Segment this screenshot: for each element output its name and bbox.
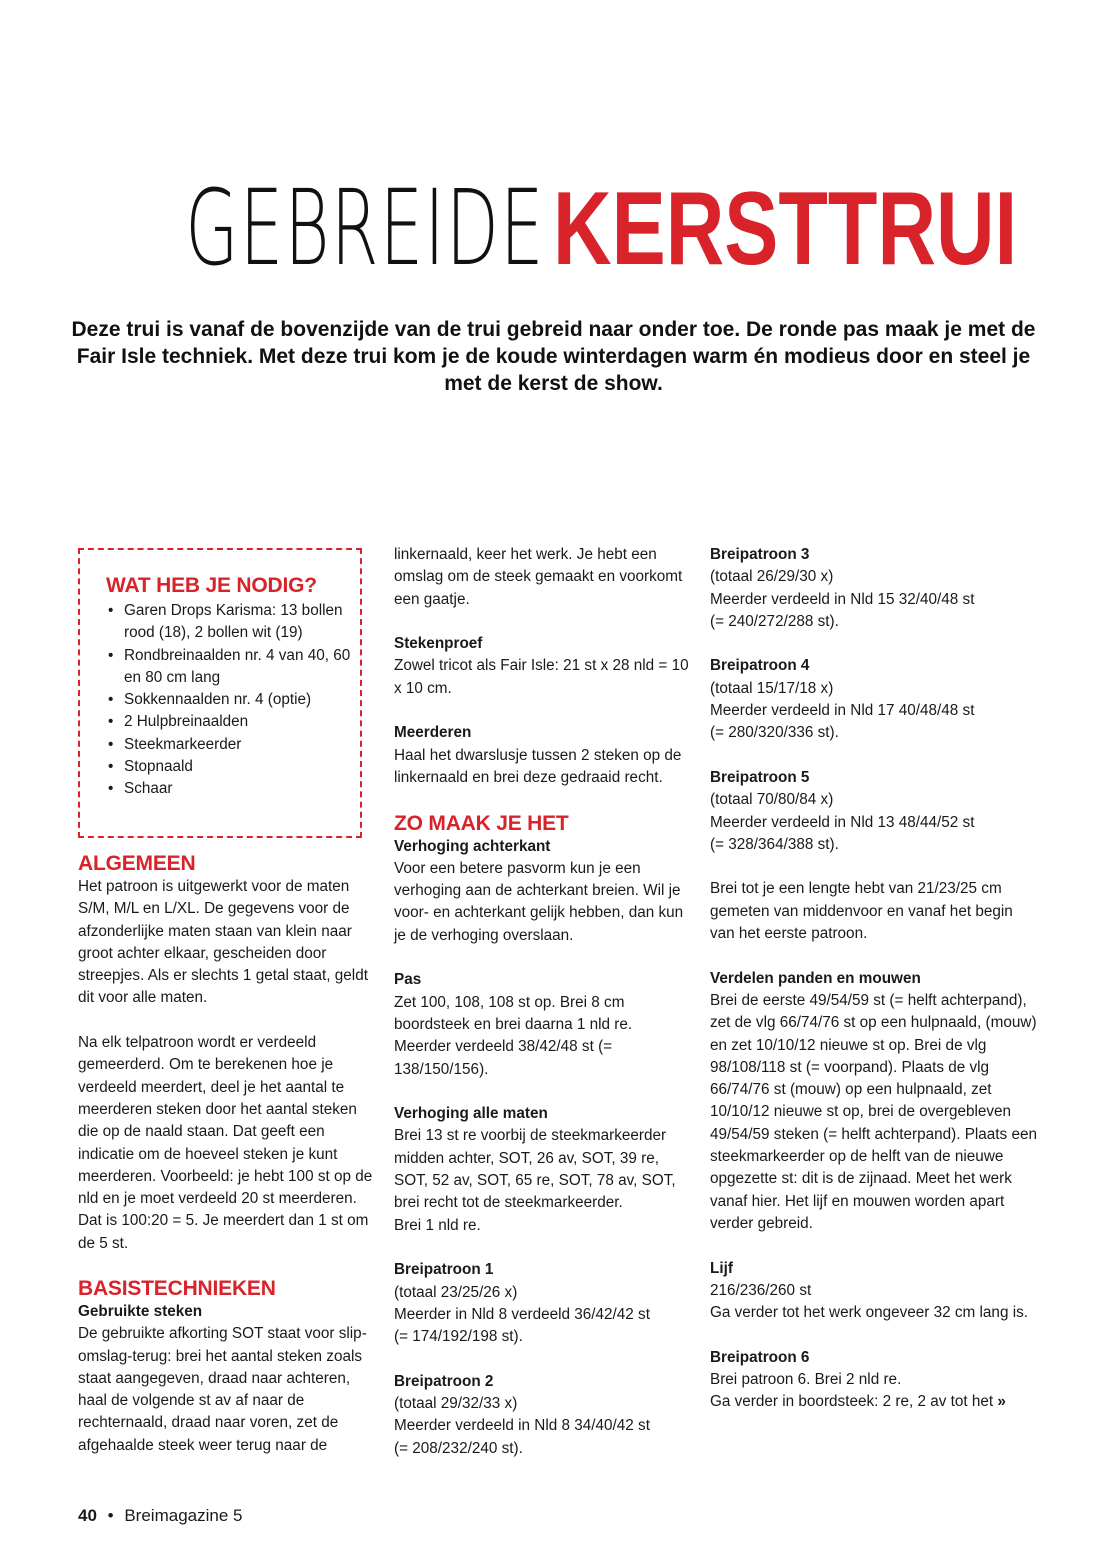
alle-maten-heading: Verhoging alle maten <box>394 1105 548 1123</box>
stekenproef-text: Zowel tricot als Fair Isle: 21 st x 28 nld = 10 x 10 cm. <box>394 657 689 697</box>
pattern-2-line-2: Meerder verdeeld in Nld 8 34/40/42 st <box>394 1417 650 1435</box>
pattern-2-heading: Breipatroon 2 <box>394 1372 494 1390</box>
pas-text: Zet 100, 108, 108 st op. Brei 8 cm boordsteek en brei daarna 1 nld re. Meerder verdeeld 38/42/48 st (= 138/150/156). <box>394 993 633 1078</box>
intro-paragraph: Deze trui is vanaf de bovenzijde van de trui gebreid naar onder toe. De ronde pas maak je met de Fair Isle techniek. Met deze trui kom je de koude winterdagen warm én modieus door en steel je met de kerst de show. <box>71 318 1036 395</box>
pattern-5-line-2: Meerder verdeeld in Nld 13 48/44/52 st <box>710 813 975 831</box>
pattern-4-heading: Breipatroon 4 <box>710 657 810 675</box>
pattern-4-line-1: (totaal 15/17/18 x) <box>710 679 834 697</box>
pattern-3-line-2: Meerder verdeeld in Nld 15 32/40/48 st <box>710 590 975 608</box>
lengte-text: Brei tot je een lengte hebt van 21/23/25 cm gemeten van middenvoor en vanaf het begin van het eerste patroon. <box>710 880 1013 943</box>
basis-text: De gebruikte afkorting SOT staat voor slip-omslag-terug: brei het aantal steken zoals staat aangegeven, draad naar achteren, haal de volgende st av af naar de rechternaald, draad naar voren, zet de afgehaalde steek weer terug naar de <box>78 1325 367 1454</box>
algemeen-p1: Het patroon is uitgewerkt voor de maten S/M, M/L en L/XL. De gegevens voor de afzonderlijke maten staan van klein naar groot achter elkaar, gescheiden door streepjes. Als er slechts 1 getal staat, geldt dit voor alle maten. <box>78 878 368 1007</box>
footer-separator: • <box>107 1506 114 1525</box>
pattern-1-line-1: (totaal 23/25/26 x) <box>394 1283 518 1301</box>
list-item: • Stopnaald <box>108 756 360 778</box>
pattern-2-line-1: (totaal 29/32/33 x) <box>394 1394 518 1412</box>
basis-subheading: Gebruikte steken <box>78 1303 203 1320</box>
list-item: • 2 Hulpbreinaalden <box>108 711 360 733</box>
pattern-5-line-3: (= 328/364/388 st). <box>710 835 839 853</box>
pattern-1-line-3: (= 174/192/198 st). <box>394 1328 523 1346</box>
list-item: • Schaar <box>108 778 360 800</box>
pattern-2-line-3: (= 208/232/240 st). <box>394 1439 523 1457</box>
pattern-4-line-3: (= 280/320/336 st). <box>710 724 839 742</box>
stekenproef-heading: Stekenproef <box>394 635 483 653</box>
basis-heading: BASISTECHNIEKEN <box>78 1277 276 1300</box>
section-basistechnieken <box>78 1277 374 1457</box>
zomaak-heading: ZO MAAK JE HET <box>394 811 569 835</box>
pattern-3-heading: Breipatroon 3 <box>710 546 810 563</box>
pattern-6-line-2 <box>710 1391 1040 1413</box>
pattern-3-line-1: (totaal 26/29/30 x) <box>710 568 834 586</box>
page-footer <box>78 1505 242 1527</box>
verhoging-heading: Verhoging achterkant <box>394 837 551 855</box>
lijf-heading: Lijf <box>710 1259 733 1277</box>
pattern-5-heading: Breipatroon 5 <box>710 768 810 786</box>
lijf-line-1: 216/236/260 st <box>710 1281 812 1299</box>
pattern-6-line-2-text: Ga verder in boordsteek: 2 re, 2 av tot het <box>710 1393 994 1411</box>
algemeen-heading: ALGEMEEN <box>78 852 196 875</box>
alle-maten-text: Brei 13 st re voorbij de steekmarkeerder midden achter, SOT, 26 av, SOT, 39 re, SOT, 52 av, SOT, 65 re, SOT, 78 av, SOT, brei recht tot de steekmarkeerder. <box>394 1127 676 1212</box>
materials-box <box>78 548 362 838</box>
column-2 <box>394 544 690 1460</box>
pattern-5-line-1: (totaal 70/80/84 x) <box>710 791 834 809</box>
pattern-4-line-2: Meerder verdeeld in Nld 17 40/48/48 st <box>710 702 975 720</box>
verdelen-text: Brei de eerste 49/54/59 st (= helft achterpand), zet de vlg 66/74/76 st op een hulpnaald, (mouw) en zet 10/10/12 nieuwe st op. Brei de vlg 98/108/118 st (= voorpand). Plaats de vlg 66/74/76 st (mouw) op een hulpnaald, zet 10/10/12 nieuwe st op, brei de overgebleven 49/54/59 steken (= helft achterpand). Plaats een steekmarkeerder op de helft van de nieuwe opgezette st: dit is de zijnaad. Meet het werk vanaf hier. Het lijf en mouwen worden apart verder gebreid. <box>710 991 1037 1232</box>
pattern-1-line-2: Meerder in Nld 8 verdeeld 36/42/42 st <box>394 1305 650 1323</box>
section-algemeen <box>78 852 374 1277</box>
lijf-line-2: Ga verder tot het werk ongeveer 32 cm lang is. <box>710 1304 1028 1322</box>
basis-continued: linkernaald, keer het werk. Je hebt een omslag om de steek gemaakt en voorkomt een gaatje. <box>394 546 683 608</box>
title-bold: KERSTTRUI <box>552 171 1018 287</box>
pattern-6-line-1: Brei patroon 6. Brei 2 nld re. <box>710 1370 902 1388</box>
continue-arrow-icon: » <box>997 1393 1006 1411</box>
pattern-3-line-3: (= 240/272/288 st). <box>710 612 839 630</box>
pattern-6-heading: Breipatroon 6 <box>710 1348 810 1366</box>
algemeen-p2: Na elk telpatroon wordt er verdeeld gemeerderd. Om te berekenen hoe je verdeeld meerdert, deel je het aantal te meerderen steken door het aantal steken die op de naald staan. Dat geeft een indicatie om de hoeveel steken je kunt meerderen. Voorbeeld: je hebt 100 st op de nld en je moet verdeeld 20 st meerderen. Dat is 100:20 = 5. Je meerdert dan 1 st om de 5 st. <box>78 1034 373 1252</box>
list-item: • Garen Drops Karisma: 13 bollen rood (18), 2 bollen wit (19) <box>108 600 360 645</box>
materials-list <box>80 600 360 801</box>
magazine-name: Breimagazine 5 <box>124 1506 243 1525</box>
list-item: • Steekmarkeerder <box>108 734 360 756</box>
materials-heading: WAT HEB JE NODIG? <box>106 574 317 597</box>
list-item: • Rondbreinaalden nr. 4 van 40, 60 en 80 cm lang <box>108 645 360 690</box>
column-3 <box>710 544 1040 1414</box>
pas-heading: Pas <box>394 971 422 989</box>
verhoging-text: Voor een betere pasvorm kun je een verhoging aan de achterkant breien. Wil je voor- en achterkant gelijk hebben, dan kun je de verhoging overslaan. <box>394 859 684 944</box>
page-title <box>0 168 1107 289</box>
alle-maten-text-2: Brei 1 nld re. <box>394 1216 481 1234</box>
meerderen-heading: Meerderen <box>394 724 472 742</box>
pattern-1-heading: Breipatroon 1 <box>394 1261 494 1279</box>
meerderen-text: Haal het dwarslusje tussen 2 steken op de linkernaald en brei deze gedraaid recht. <box>394 746 682 786</box>
list-item: • Sokkennaalden nr. 4 (optie) <box>108 689 360 711</box>
verdelen-heading: Verdelen panden en mouwen <box>710 969 921 987</box>
page-number: 40 <box>78 1506 97 1525</box>
title-light: GEBREIDE <box>185 167 545 289</box>
